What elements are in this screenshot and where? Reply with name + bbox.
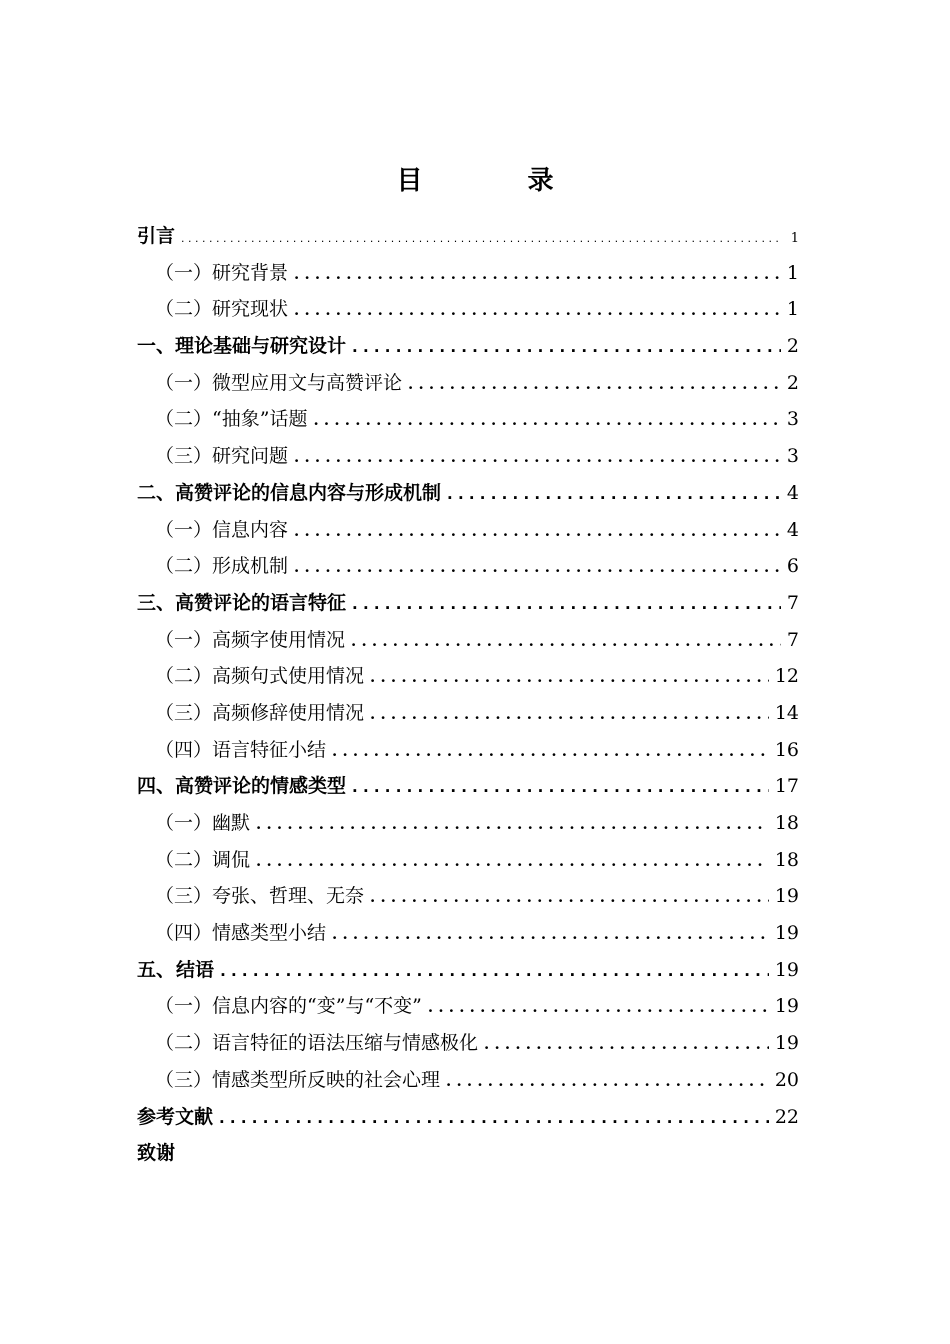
toc-entry-number: 三、: [137, 591, 176, 614]
toc-entry[interactable]: [137, 255, 799, 292]
toc-entry-label: 语言特征小结: [212, 738, 327, 761]
toc-entry-page: 2: [786, 371, 799, 394]
toc-entry-number: （二）: [155, 1032, 213, 1055]
toc-leader-dots: [370, 879, 769, 916]
toc-leader-dots: [332, 733, 769, 770]
toc-entry-label: 引言: [137, 225, 176, 247]
toc-entry-label: 信息内容的“变”与“不变”: [212, 995, 422, 1018]
toc-entry[interactable]: [137, 952, 799, 989]
toc-entry[interactable]: [137, 401, 799, 438]
toc-entry[interactable]: [137, 658, 799, 695]
toc-entry-page: 19: [774, 922, 799, 945]
toc-entry-number: （四）: [155, 738, 213, 761]
toc-leader-dots: [294, 549, 781, 586]
toc-entry-label: 情感类型所反映的社会心理: [212, 1068, 441, 1091]
toc-leader-dots: [352, 329, 781, 366]
toc-leader-dots: [408, 366, 781, 403]
toc-entry[interactable]: [137, 365, 799, 402]
toc-entry-label: 高赞评论的信息内容与形成机制: [175, 481, 442, 504]
toc-entry-number: 四、: [137, 775, 176, 798]
toc-entry-label: 致谢: [137, 1142, 176, 1165]
toc-entry[interactable]: [137, 512, 799, 549]
toc-entry-label: 幽默: [212, 812, 251, 834]
toc-leader-dots: [294, 256, 781, 293]
toc-entry[interactable]: [137, 585, 799, 622]
toc-entry[interactable]: [137, 842, 799, 879]
toc-entry-label: 研究背景: [212, 261, 289, 284]
toc-entry-page: 2: [786, 335, 799, 358]
toc-entry-number: （三）: [155, 445, 213, 468]
toc-entry-number: （一）: [155, 261, 213, 284]
toc-entry-number: （一）: [155, 518, 213, 541]
toc-entry-label: 参考文献: [137, 1105, 214, 1128]
toc-leader-dots: [294, 513, 781, 550]
toc-entry-page: 16: [774, 738, 799, 761]
toc-leader-dots: [220, 953, 769, 990]
toc-entry-number: （二）: [155, 408, 213, 431]
toc-entry[interactable]: [137, 915, 799, 952]
toc-leader-dots: [313, 402, 780, 439]
toc-entry-label: 微型应用文与高赞评论: [212, 371, 403, 394]
toc-entry-page: 1: [790, 231, 799, 246]
toc-entry-page: 19: [774, 958, 799, 981]
toc-entry-label: 高频修辞使用情况: [212, 701, 365, 724]
toc-entry-page: 19: [774, 885, 799, 908]
toc-entry-label: 高赞评论的语言特征: [175, 591, 347, 614]
toc-entry-number: 一、: [137, 335, 176, 358]
toc-entry-page: 14: [774, 701, 799, 724]
toc-entry-number: （一）: [155, 628, 213, 651]
toc-entry-number: 二、: [137, 481, 176, 504]
toc-leader-dots: [484, 1026, 769, 1063]
toc-leader-dots: [294, 439, 781, 476]
toc-entry-number: （二）: [155, 298, 213, 321]
toc-entry-page: 6: [786, 555, 799, 578]
toc-entry-page: 1: [786, 298, 799, 321]
toc-entry[interactable]: [137, 548, 799, 585]
toc-entry-label: 语言特征的语法压缩与情感极化: [212, 1032, 479, 1055]
toc-leader-dots: [351, 623, 781, 660]
toc-leader-dots: [446, 1063, 769, 1100]
toc-entry-page: 3: [786, 445, 799, 468]
toc-leader-dots: [370, 696, 769, 733]
toc-entry[interactable]: [137, 328, 799, 365]
toc-entry-page: 7: [786, 628, 799, 651]
toc-entry[interactable]: [137, 622, 799, 659]
toc-entry-label: 形成机制: [212, 555, 289, 578]
toc-entry-number: （三）: [155, 885, 213, 908]
toc-entry[interactable]: [137, 218, 799, 255]
toc-entry[interactable]: [137, 988, 799, 1025]
toc-entry-page: 12: [774, 665, 799, 688]
toc-entry-label: 信息内容: [212, 518, 289, 541]
toc-leader-dots: [219, 1100, 769, 1137]
toc-entry-number: （二）: [155, 665, 213, 688]
toc-entry-number: 五、: [137, 958, 176, 981]
toc-entry[interactable]: [137, 1025, 799, 1062]
toc-leader-dots: [256, 806, 769, 843]
toc-entry-label: 高频字使用情况: [212, 628, 346, 651]
toc-entry[interactable]: [137, 805, 799, 842]
toc-entry[interactable]: [137, 291, 799, 328]
toc-entry[interactable]: [137, 878, 799, 915]
toc-entry-number: （三）: [155, 1068, 213, 1091]
toc-entry-label: 调侃: [212, 848, 251, 871]
toc-leader-dots: [428, 989, 769, 1026]
toc-entry-label: 研究问题: [212, 445, 289, 468]
table-of-contents: [137, 218, 799, 1172]
toc-entry-label: 情感类型小结: [212, 922, 327, 945]
toc-entry-page: 1: [786, 261, 799, 284]
toc-entry-number: （一）: [155, 371, 213, 394]
toc-entry[interactable]: [137, 438, 799, 475]
toc-entry-number: （二）: [155, 848, 213, 871]
toc-entry[interactable]: [137, 732, 799, 769]
toc-entry[interactable]: [137, 768, 799, 805]
toc-leader-dots: [352, 586, 781, 623]
toc-entry-page: 3: [786, 408, 799, 431]
toc-leader-dots: [181, 221, 781, 258]
toc-entry-number: （一）: [155, 812, 213, 834]
toc-entry-label: 研究现状: [212, 298, 289, 321]
toc-entry[interactable]: [137, 695, 799, 732]
toc-entry-label: 高赞评论的情感类型: [175, 775, 347, 798]
toc-entry-page: 7: [786, 591, 799, 614]
toc-entry-page: 4: [786, 481, 799, 504]
page-title: 目 录: [396, 166, 602, 196]
toc-entry-number: （三）: [155, 701, 213, 724]
toc-entry-label: 结语: [176, 958, 215, 981]
toc-leader-dots: [447, 476, 781, 513]
toc-entry[interactable]: [137, 1062, 799, 1099]
toc-leader-dots: [294, 292, 781, 329]
toc-entry-label: 夸张、哲理、无奈: [212, 885, 365, 908]
toc-leader-dots: [256, 843, 769, 880]
toc-entry-page: 22: [774, 1105, 799, 1128]
toc-leader-dots: [370, 659, 769, 696]
toc-entry-label: 理论基础与研究设计: [175, 335, 347, 358]
toc-entry-page: 17: [774, 775, 799, 798]
toc-entry[interactable]: [137, 1099, 799, 1136]
toc-entry-page: 18: [774, 812, 799, 834]
toc-entry-page: 19: [774, 1032, 799, 1055]
toc-entry-page: 20: [774, 1068, 799, 1091]
toc-entry-number: （二）: [155, 555, 213, 578]
toc-leader-dots: [332, 916, 769, 953]
toc-entry[interactable]: [137, 475, 799, 512]
toc-entry-number: （四）: [155, 922, 213, 945]
toc-entry-number: （一）: [155, 995, 213, 1018]
toc-entry-page: 19: [774, 995, 799, 1018]
toc-leader-dots: [352, 769, 769, 806]
toc-entry-label: “抽象”话题: [212, 408, 308, 431]
toc-entry[interactable]: [137, 1135, 799, 1172]
toc-entry-page: 18: [774, 848, 799, 871]
toc-entry-label: 高频句式使用情况: [212, 665, 365, 688]
toc-entry-page: 4: [786, 518, 799, 541]
